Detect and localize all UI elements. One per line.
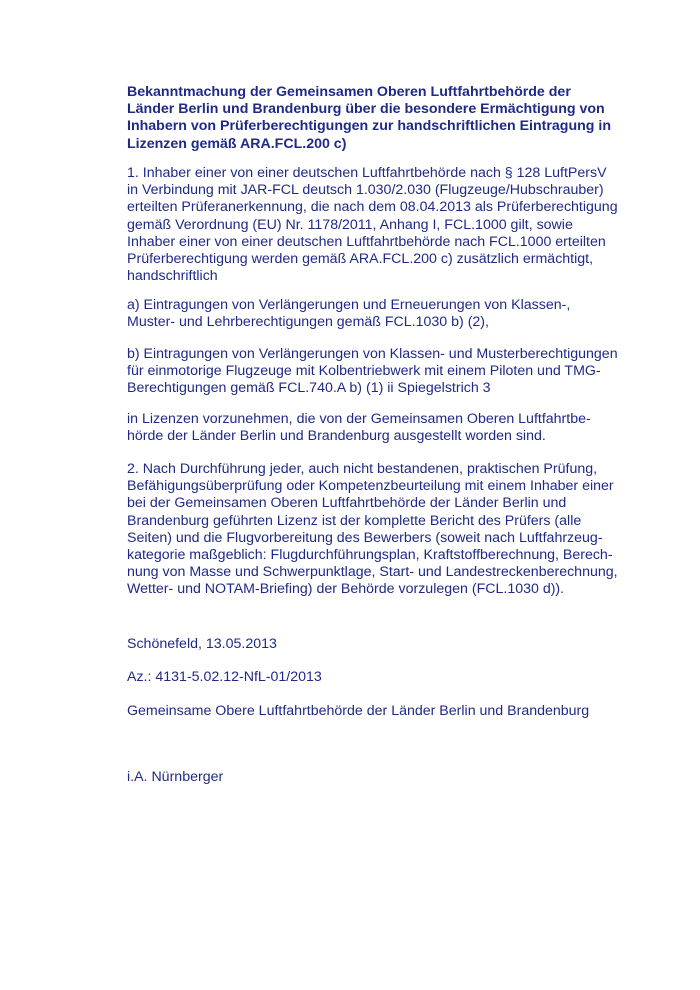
signature-line: i.A. Nürnberger bbox=[127, 769, 224, 785]
document-title: Bekanntmachung der Gemeinsamen Oberen Luftfahrtbehörde der Länder Berlin und Brandenburg über die besondere Ermächtigung von Inhabern von Prüferberechtigungen zur handschriftlichen Eintragung in Lizenzen gemäß ARA.FCL.200 c) bbox=[127, 84, 611, 152]
paragraph-2: 2. Nach Durchführung jeder, auch nicht bestandenen, praktischen Prüfung, Befähigungsüberprüfung oder Kompetenzbeurteilung mit einem Inhaber einer bei der Gemeinsamen Oberen Luftfahrtbehörde der Länder Berlin und Brandenburg geführten Lizenz ist der komplette Bericht des Prüfers (alle Seiten) und die Flugvorbereitung des Bewerbers (soweit nach Luftfahrzeug- kategorie maßgeblich: Flugdurchführungsplan, Kraftstoffberechnung, Berech- nung von Masse und Schwerpunktlage, Start- und Landestreckenberechnung, Wetter- und NOTAM-Briefing) der Behörde vorzulegen (FCL.1030 d)). bbox=[127, 461, 618, 598]
reference-number: Az.: 4131-5.02.12-NfL-01/2013 bbox=[127, 669, 322, 685]
list-item-a: a) Eintragungen von Verlängerungen und Erneuerungen von Klassen-, Muster- und Lehrberechtigungen gemäß FCL.1030 b) (2), bbox=[127, 297, 571, 331]
list-item-b: b) Eintragungen von Verlängerungen von Klassen- und Musterberechtigungen für einmotorige Flugzeuge mit Kolbentriebwerk mit einem Piloten und TMG- Berechtigungen gemäß FCL.740.A b) (1) ii Spiegelstrich 3 bbox=[127, 346, 618, 397]
paragraph-1: 1. Inhaber einer von einer deutschen Luftfahrtbehörde nach § 128 LuftPersV in Verbindung mit JAR-FCL deutsch 1.030/2.030 (Flugzeuge/Hubschrauber) erteilten Prüferanerkennung, die nach dem 08.04.2013 als Prüferberechtigung gemäß Verordnung (EU) Nr. 1178/2011, Anhang I, FCL.1000 gilt, sowie Inhaber einer von einer deutschen Luftfahrtbehörde nach FCL.1000 erteilten Prüferberechtigung werden gemäß ARA.FCL.200 c) zusätzlich ermächtigt, handschriftlich bbox=[127, 165, 618, 285]
issuing-authority: Gemeinsame Obere Luftfahrtbehörde der Länder Berlin und Brandenburg bbox=[127, 703, 590, 719]
place-date: Schönefeld, 13.05.2013 bbox=[127, 636, 277, 652]
closing-clause: in Lizenzen vorzunehmen, die von der Gemeinsamen Oberen Luftfahrtbe- hörde der Länder Berlin und Brandenburg ausgestellt worden sind. bbox=[127, 411, 591, 445]
